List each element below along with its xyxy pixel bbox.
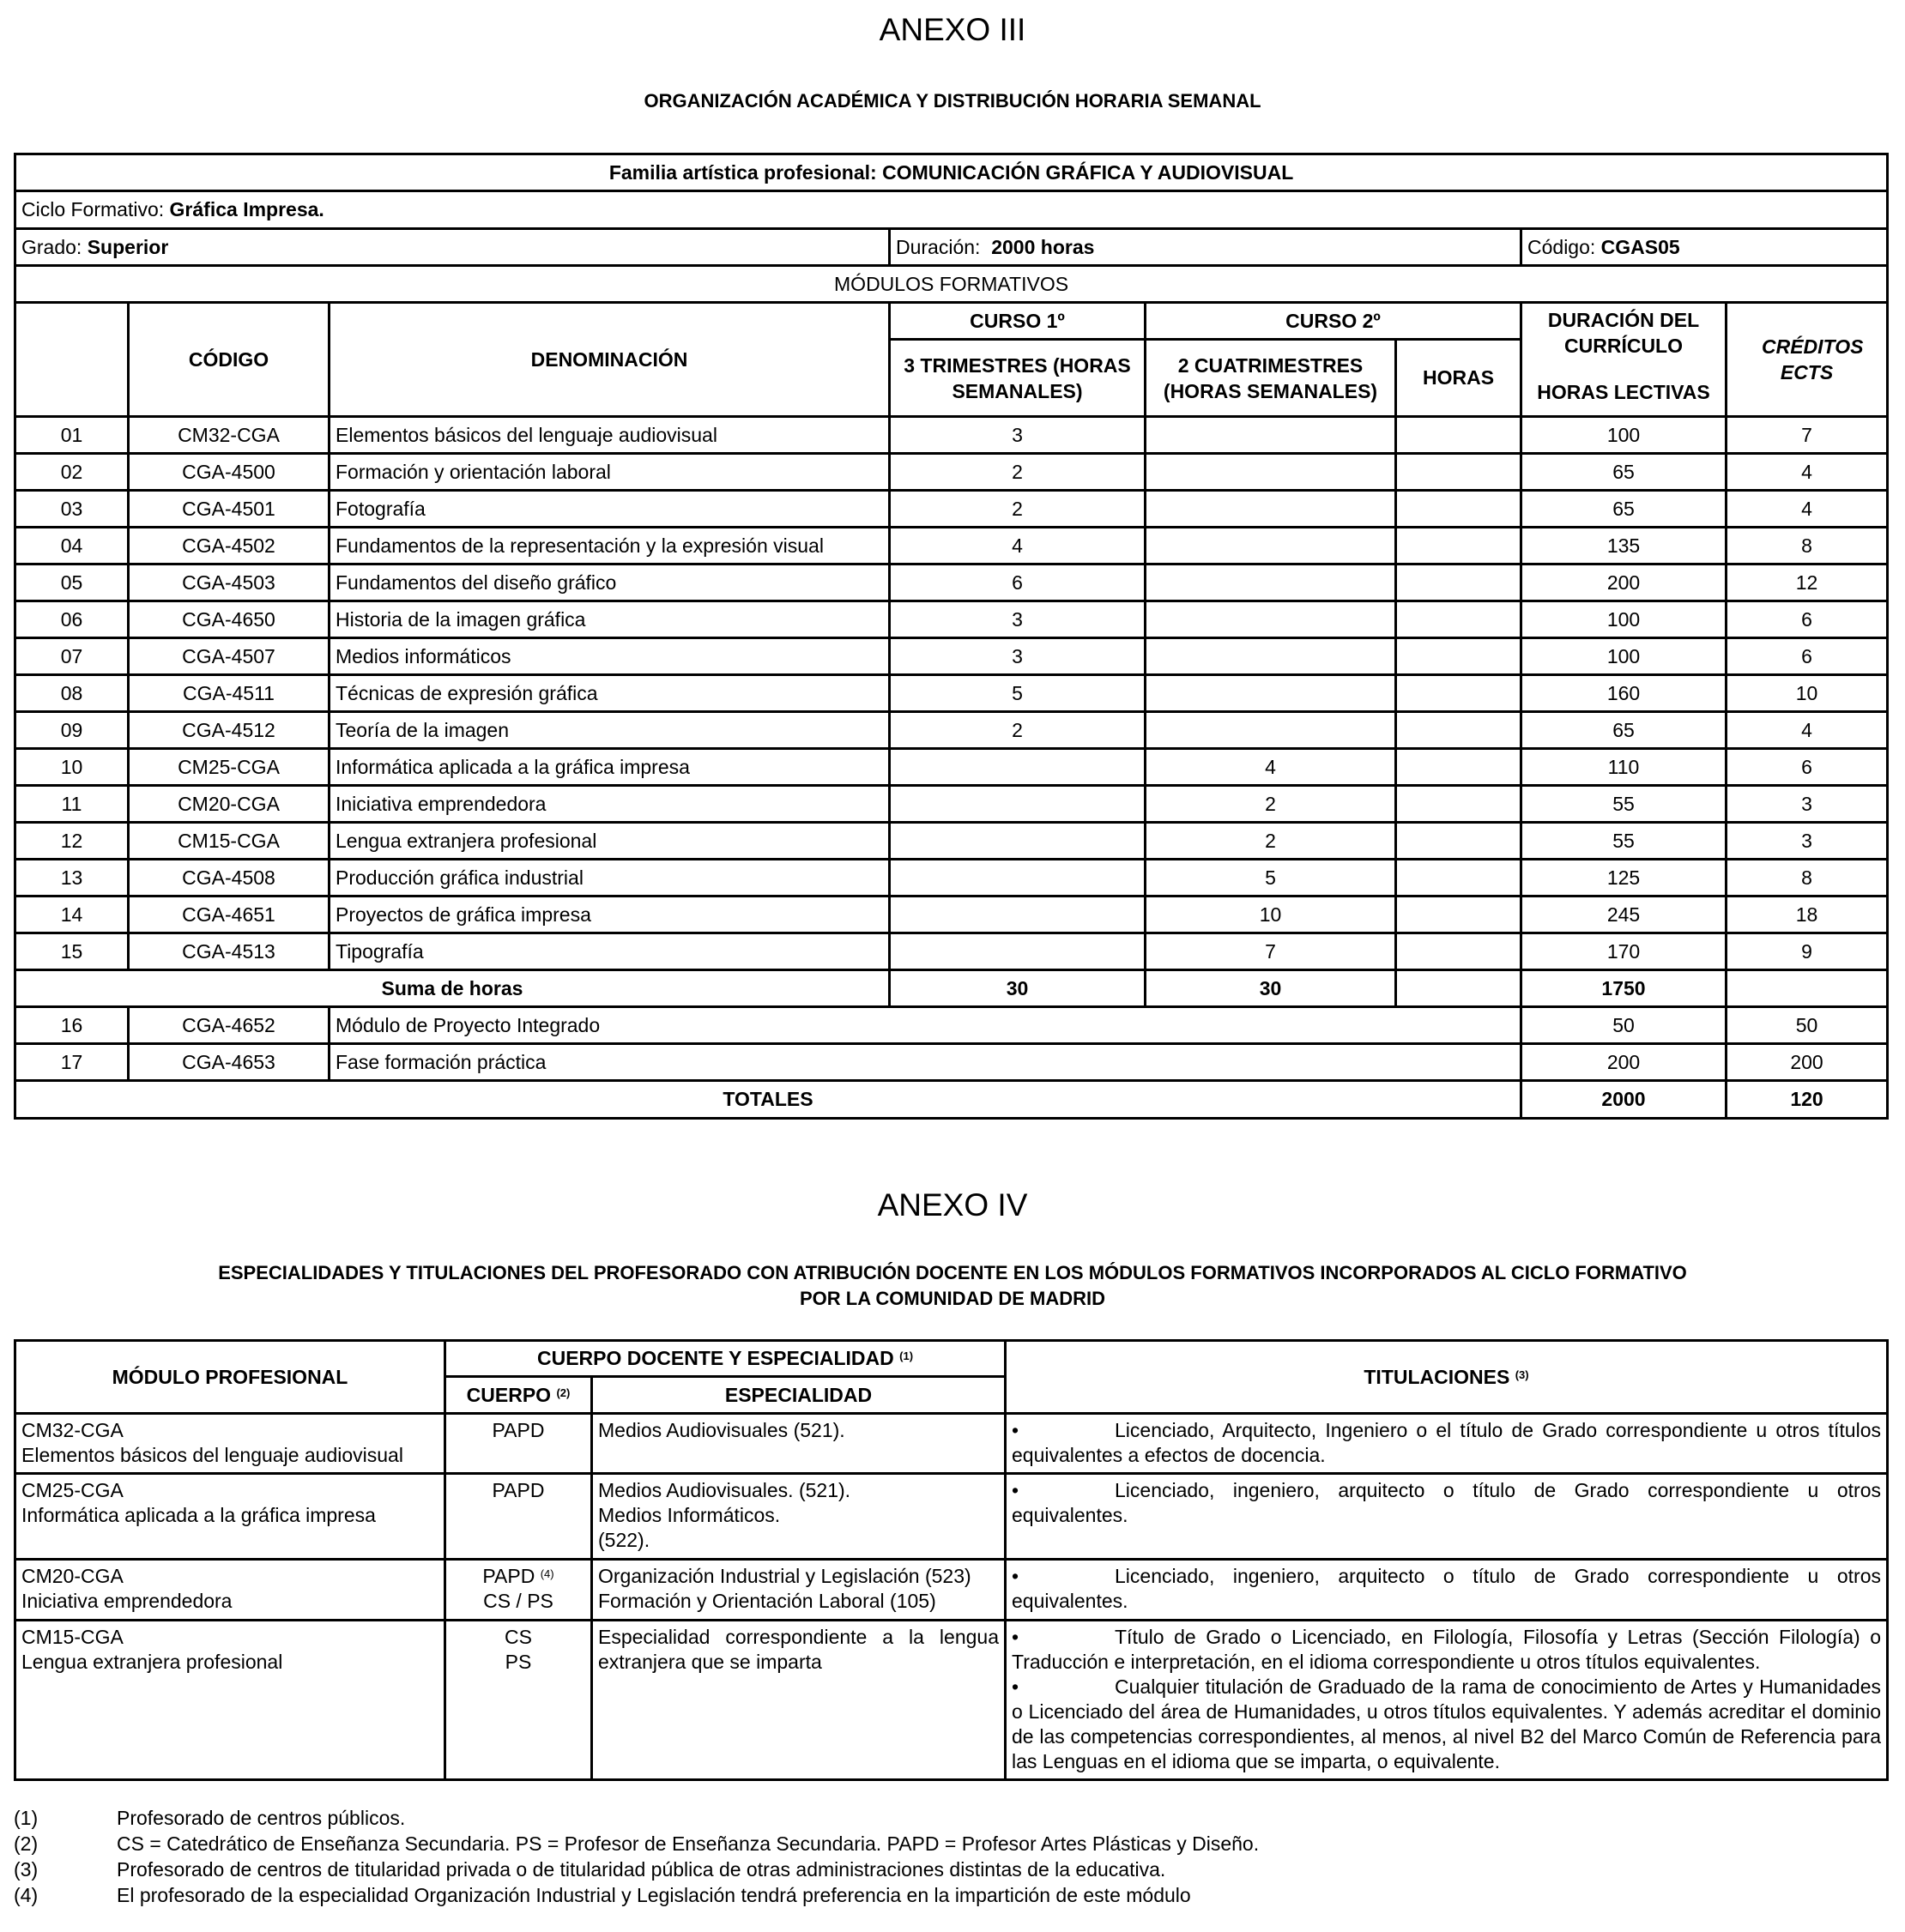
creditos-ects: 4 xyxy=(1727,491,1888,528)
duracion-horas: 65 xyxy=(1521,712,1727,749)
titulacion-text: Título de Grado o Licenciado, en Filología, Filosofía y Letras (Sección Filología) o Traducción e interpretación, en el idioma correspondiente u otros títulos equivalentes. xyxy=(1012,1626,1881,1673)
module-code: CM15-CGA xyxy=(21,1626,124,1648)
anexo-iv-subtitle-line1: ESPECIALIDADES Y TITULACIONES DEL PROFESORADO CON ATRIBUCIÓN DOCENTE EN LOS MÓDULOS FORMATIVOS INCORPORADOS AL CICLO FORMATIVO xyxy=(218,1262,1687,1283)
curso2-hours xyxy=(1146,491,1396,528)
header-curso2: CURSO 2º xyxy=(1146,303,1521,340)
header-cuerpo-docente-label: CUERPO DOCENTE Y ESPECIALIDAD xyxy=(536,1347,894,1369)
horas xyxy=(1396,786,1521,823)
table-row xyxy=(15,454,1888,491)
header-cuatrimestres: 2 CUATRIMESTRES (HORAS SEMANALES) xyxy=(1146,340,1396,417)
row-number: 07 xyxy=(15,638,129,675)
table-row xyxy=(15,417,1888,454)
codigo-value: CGAS05 xyxy=(1600,235,1680,258)
horas xyxy=(1396,601,1521,638)
duracion-horas: 170 xyxy=(1521,933,1727,970)
titulacion-text: Cualquier titulación de Graduado de la rama de conocimiento de Artes y Humanidades o Licenciado del área de Humanidades, u otros títulos equivalentes. Y además acreditar el dominio de las competencias correspondientes, al menos, al nivel B2 del Marco Común de Referencia para las Lenguas en el idioma que se imparta, o equivalente. xyxy=(1012,1675,1881,1772)
curso2-hours: 5 xyxy=(1146,860,1396,897)
suma-duracion: 1750 xyxy=(1521,970,1727,1007)
creditos-ects: 10 xyxy=(1727,675,1888,712)
module-name: Fundamentos de la representación y la expresión visual xyxy=(330,528,890,565)
table-row xyxy=(15,1560,1888,1621)
horas xyxy=(1396,860,1521,897)
footnote-ref: (4) xyxy=(540,1567,554,1580)
horas xyxy=(1396,417,1521,454)
totales-ects: 120 xyxy=(1727,1081,1888,1119)
module-code: CM32-CGA xyxy=(129,417,330,454)
table-row xyxy=(15,565,1888,601)
module-code: CM25-CGA xyxy=(129,749,330,786)
curso1-hours xyxy=(890,897,1146,933)
suma-ects xyxy=(1727,970,1888,1007)
creditos-ects: 6 xyxy=(1727,749,1888,786)
footnote-number: (4) xyxy=(14,1884,39,1906)
footnote xyxy=(14,1831,1259,1857)
module-code: CGA-4511 xyxy=(129,675,330,712)
row-number: 14 xyxy=(15,897,129,933)
ciclo-value: Gráfica Impresa. xyxy=(169,198,324,220)
horas xyxy=(1396,491,1521,528)
suma-label: Suma de horas xyxy=(15,970,890,1007)
duracion-horas: 135 xyxy=(1521,528,1727,565)
curso2-hours: 7 xyxy=(1146,933,1396,970)
creditos-ects: 4 xyxy=(1727,454,1888,491)
cuerpo xyxy=(445,1621,592,1780)
curso1-hours: 3 xyxy=(890,417,1146,454)
module-name: Fundamentos del diseño gráfico xyxy=(330,565,890,601)
footnote xyxy=(14,1857,1165,1882)
ciclo-label: Ciclo Formativo: xyxy=(21,198,170,220)
creditos-ects: 6 xyxy=(1727,601,1888,638)
cuerpo xyxy=(445,1474,592,1560)
bullet-icon: • xyxy=(1012,1675,1019,1698)
module-code: CGA-4503 xyxy=(129,565,330,601)
header-modulo-profesional: MÓDULO PROFESIONAL xyxy=(15,1341,445,1414)
modulo-profesional xyxy=(15,1621,445,1780)
row-number: 09 xyxy=(15,712,129,749)
curso1-hours: 2 xyxy=(890,712,1146,749)
cuerpo-item xyxy=(451,1650,585,1675)
module-code: CGA-4512 xyxy=(129,712,330,749)
titulacion-text: Licenciado, ingeniero, arquitecto o título de Grado correspondiente u otros equivalentes. xyxy=(1012,1565,1881,1612)
horas xyxy=(1396,454,1521,491)
especialidad-item: Medios Audiovisuales. (521). xyxy=(598,1479,851,1501)
horas xyxy=(1396,897,1521,933)
familia-row xyxy=(15,154,1888,191)
horas xyxy=(1396,823,1521,860)
titulacion-item xyxy=(1012,1564,1881,1614)
table-row xyxy=(15,1621,1888,1780)
footnote-number: (1) xyxy=(14,1807,39,1829)
creditos-ects: 8 xyxy=(1727,860,1888,897)
header-denominacion: DENOMINACIÓN xyxy=(330,303,890,417)
header-curso1: CURSO 1º xyxy=(890,303,1146,340)
titulacion-item xyxy=(1012,1625,1881,1675)
header-horas: HORAS xyxy=(1396,340,1521,417)
familia-value: COMUNICACIÓN GRÁFICA Y AUDIOVISUAL xyxy=(882,160,1294,184)
table-row xyxy=(15,1414,1888,1474)
duracion-horas: 100 xyxy=(1521,601,1727,638)
header-row-1 xyxy=(15,303,1888,340)
row-number: 03 xyxy=(15,491,129,528)
horas xyxy=(1396,565,1521,601)
curso2-hours: 2 xyxy=(1146,786,1396,823)
curso2-hours xyxy=(1146,417,1396,454)
footnote-text: Profesorado de centros públicos. xyxy=(117,1807,406,1829)
especialidades-table xyxy=(14,1339,1889,1781)
modulos-body xyxy=(15,417,1888,1119)
module-name: Iniciativa emprendedora xyxy=(330,786,890,823)
row-number: 04 xyxy=(15,528,129,565)
cuerpo-value: PS xyxy=(505,1651,532,1673)
horas xyxy=(1396,528,1521,565)
modulo-profesional xyxy=(15,1474,445,1560)
modulos-formativos-row xyxy=(15,266,1888,303)
titulacion-item xyxy=(1012,1418,1881,1468)
module-name: Producción gráfica industrial xyxy=(330,860,890,897)
suma-curso1: 30 xyxy=(890,970,1146,1007)
header-duracion xyxy=(1521,303,1727,417)
row-number: 16 xyxy=(15,1007,129,1044)
module-name: Fotografía xyxy=(330,491,890,528)
module-name: Historia de la imagen gráfica xyxy=(330,601,890,638)
ciclo-row xyxy=(15,191,1888,229)
cuerpo-value: PAPD xyxy=(492,1419,545,1441)
module-name: Informática aplicada a la gráfica impresa xyxy=(21,1504,376,1526)
curso1-hours: 2 xyxy=(890,454,1146,491)
especialidad xyxy=(592,1560,1006,1621)
module-code: CGA-4650 xyxy=(129,601,330,638)
totales-duracion: 2000 xyxy=(1521,1081,1727,1119)
header-num xyxy=(15,303,129,417)
curso1-hours xyxy=(890,860,1146,897)
module-code: CM32-CGA xyxy=(21,1419,124,1441)
duracion-horas: 100 xyxy=(1521,638,1727,675)
row-number: 13 xyxy=(15,860,129,897)
curso1-hours: 4 xyxy=(890,528,1146,565)
curso2-hours xyxy=(1146,638,1396,675)
cuerpo xyxy=(445,1414,592,1474)
curso1-hours xyxy=(890,749,1146,786)
table-row xyxy=(15,712,1888,749)
table-row xyxy=(15,601,1888,638)
cuerpo-item xyxy=(451,1418,585,1443)
duracion-horas: 55 xyxy=(1521,823,1727,860)
titulacion-item xyxy=(1012,1478,1881,1528)
titulacion-text: Licenciado, Arquitecto, Ingeniero o el título de Grado correspondiente u otros títulos equivalentes a efectos de docencia. xyxy=(1012,1419,1881,1466)
curso1-hours: 3 xyxy=(890,638,1146,675)
header-titulaciones xyxy=(1006,1341,1888,1414)
module-name: Elementos básicos del lenguaje audiovisual xyxy=(21,1444,403,1466)
module-code: CM25-CGA xyxy=(21,1479,124,1501)
footnote xyxy=(14,1805,405,1831)
duracion-horas: 55 xyxy=(1521,786,1727,823)
especialidades-body xyxy=(15,1414,1888,1780)
header-creditos: CRÉDITOS ECTS xyxy=(1727,303,1888,417)
module-name: Lengua extranjera profesional xyxy=(330,823,890,860)
horas: 200 xyxy=(1521,1044,1727,1081)
titulaciones xyxy=(1006,1621,1888,1780)
row-number: 11 xyxy=(15,786,129,823)
module-code: CM20-CGA xyxy=(129,786,330,823)
anexo-iv-subtitle-line2: POR LA COMUNIDAD DE MADRID xyxy=(799,1288,1106,1309)
duracion-horas: 200 xyxy=(1521,565,1727,601)
cuerpo-value: PAPD xyxy=(482,1565,535,1587)
curso2-hours: 2 xyxy=(1146,823,1396,860)
especialidad-item: Especialidad correspondiente a la lengua extranjera que se imparta xyxy=(598,1626,999,1673)
titulacion-text: Licenciado, ingeniero, arquitecto o título de Grado correspondiente u otros equivalentes. xyxy=(1012,1479,1881,1526)
familia-label: Familia artística profesional: xyxy=(608,160,883,184)
duracion-value: 2000 horas xyxy=(991,235,1095,258)
titulaciones xyxy=(1006,1474,1888,1560)
horas xyxy=(1396,749,1521,786)
creditos-ects: 3 xyxy=(1727,786,1888,823)
footnote-text: CS = Catedrático de Enseñanza Secundaria. PS = Profesor de Enseñanza Secundaria. PAPD = Profesor Artes Plásticas y Diseño. xyxy=(117,1832,1260,1855)
row-number: 02 xyxy=(15,454,129,491)
curso2-hours xyxy=(1146,454,1396,491)
module-name: Informática aplicada a la gráfica impresa xyxy=(330,749,890,786)
anexo-iii-subtitle: ORGANIZACIÓN ACADÉMICA Y DISTRIBUCIÓN HORARIA SEMANAL xyxy=(644,90,1261,112)
footnote-ref: (3) xyxy=(1515,1367,1529,1381)
creditos-ects: 4 xyxy=(1727,712,1888,749)
bullet-icon: • xyxy=(1012,1479,1019,1501)
row-number: 10 xyxy=(15,749,129,786)
cuerpo xyxy=(445,1560,592,1621)
table-row xyxy=(15,786,1888,823)
suma-horas xyxy=(1396,970,1521,1007)
footnote xyxy=(14,1882,1191,1908)
module-code: CM20-CGA xyxy=(21,1565,124,1587)
totales-row xyxy=(15,1081,1888,1119)
row-number: 17 xyxy=(15,1044,129,1081)
curso2-hours xyxy=(1146,601,1396,638)
module-code: CGA-4651 xyxy=(129,897,330,933)
table-row xyxy=(15,1044,1888,1081)
header-codigo: CÓDIGO xyxy=(129,303,330,417)
curso2-hours xyxy=(1146,528,1396,565)
grado-value: Superior xyxy=(87,235,169,258)
creditos-ects: 7 xyxy=(1727,417,1888,454)
table-row xyxy=(15,860,1888,897)
footnote-ref: (1) xyxy=(899,1349,914,1362)
module-name: Lengua extranjera profesional xyxy=(21,1651,283,1673)
header-trimestres: 3 TRIMESTRES (HORAS SEMANALES) xyxy=(890,340,1146,417)
horas xyxy=(1396,712,1521,749)
table-row xyxy=(15,897,1888,933)
duracion-horas: 50 xyxy=(1727,1007,1888,1044)
creditos-ects: 3 xyxy=(1727,823,1888,860)
module-name: Tipografía xyxy=(330,933,890,970)
header-cuerpo-docente xyxy=(445,1341,1006,1377)
module-name: Teoría de la imagen xyxy=(330,712,890,749)
footnote-text: El profesorado de la especialidad Organización Industrial y Legislación tendrá preferencia en la impartición de este módulo xyxy=(117,1884,1191,1906)
creditos-ects: 18 xyxy=(1727,897,1888,933)
row-number: 05 xyxy=(15,565,129,601)
table-row xyxy=(15,749,1888,786)
module-name: Iniciativa emprendedora xyxy=(21,1590,233,1612)
horas xyxy=(1396,675,1521,712)
curso2-hours xyxy=(1146,565,1396,601)
header-duracion-top: DURACIÓN DEL CURRÍCULO xyxy=(1547,309,1700,357)
duracion-horas: 100 xyxy=(1521,417,1727,454)
table-row xyxy=(15,491,1888,528)
suma-row xyxy=(15,970,1888,1007)
especialidad-item: Medios Informáticos. xyxy=(598,1504,781,1526)
header-cuerpo xyxy=(445,1377,592,1414)
header-duracion-bottom: HORAS LECTIVAS xyxy=(1537,381,1710,403)
footnote-number: (3) xyxy=(14,1858,39,1881)
module-code: CGA-4653 xyxy=(129,1044,330,1081)
curso2-hours: 10 xyxy=(1146,897,1396,933)
bullet-icon: • xyxy=(1012,1626,1019,1648)
creditos-ects: 8 xyxy=(1727,528,1888,565)
curso2-hours: 4 xyxy=(1146,749,1396,786)
row-number: 06 xyxy=(15,601,129,638)
module-code: CGA-4507 xyxy=(129,638,330,675)
curso1-hours: 6 xyxy=(890,565,1146,601)
row-number: 01 xyxy=(15,417,129,454)
cuerpo-item xyxy=(451,1478,585,1503)
table-row xyxy=(15,1474,1888,1560)
table-row xyxy=(15,675,1888,712)
especialidad-item: Formación y Orientación Laboral (105) xyxy=(598,1590,936,1612)
row-number: 08 xyxy=(15,675,129,712)
curso1-hours: 3 xyxy=(890,601,1146,638)
anexo-iii-title: ANEXO III xyxy=(879,12,1026,47)
module-code: CM15-CGA xyxy=(129,823,330,860)
module-code: CGA-4513 xyxy=(129,933,330,970)
titulacion-item xyxy=(1012,1675,1881,1774)
footnote-text: Profesorado de centros de titularidad privada o de titularidad pública de otras administraciones distintas de la educativa. xyxy=(117,1858,1166,1881)
duracion-horas: 200 xyxy=(1727,1044,1888,1081)
curso1-hours xyxy=(890,786,1146,823)
modulos-formativos-label: MÓDULOS FORMATIVOS xyxy=(15,266,1888,303)
footnote-ref: (2) xyxy=(556,1386,571,1399)
t4-header-row-1 xyxy=(15,1341,1888,1377)
horas xyxy=(1396,638,1521,675)
header-cuerpo-label: CUERPO xyxy=(466,1383,552,1406)
module-code: CGA-4502 xyxy=(129,528,330,565)
module-code: CGA-4500 xyxy=(129,454,330,491)
cuerpo-item xyxy=(451,1564,585,1589)
especialidad-item: Medios Audiovisuales (521). xyxy=(598,1419,845,1441)
cuerpo-item xyxy=(451,1625,585,1650)
duracion-horas: 65 xyxy=(1521,454,1727,491)
module-code: CGA-4501 xyxy=(129,491,330,528)
duracion-horas: 110 xyxy=(1521,749,1727,786)
curso1-hours xyxy=(890,933,1146,970)
module-name: Técnicas de expresión gráfica xyxy=(330,675,890,712)
curso1-hours: 5 xyxy=(890,675,1146,712)
titulaciones xyxy=(1006,1414,1888,1474)
suma-curso2: 30 xyxy=(1146,970,1396,1007)
duracion-horas: 160 xyxy=(1521,675,1727,712)
duracion-horas: 65 xyxy=(1521,491,1727,528)
bullet-icon: • xyxy=(1012,1419,1019,1441)
curso1-hours: 2 xyxy=(890,491,1146,528)
curso2-hours xyxy=(1146,712,1396,749)
table-row xyxy=(15,638,1888,675)
grado-row xyxy=(15,229,1888,266)
header-especialidad: ESPECIALIDAD xyxy=(592,1377,1006,1414)
table-row xyxy=(15,823,1888,860)
curso2-hours xyxy=(1146,675,1396,712)
header-titulaciones-label: TITULACIONES xyxy=(1364,1365,1510,1388)
duracion-label: Duración: xyxy=(896,235,992,258)
titulaciones xyxy=(1006,1560,1888,1621)
module-name: Fase formación práctica xyxy=(330,1044,1521,1081)
especialidad xyxy=(592,1474,1006,1560)
totales-label: TOTALES xyxy=(15,1081,1521,1119)
creditos-ects: 12 xyxy=(1727,565,1888,601)
especialidad-item: (522). xyxy=(598,1529,650,1551)
modulo-profesional xyxy=(15,1560,445,1621)
creditos-ects: 6 xyxy=(1727,638,1888,675)
especialidad xyxy=(592,1621,1006,1780)
table-row xyxy=(15,528,1888,565)
table-row xyxy=(15,933,1888,970)
cuerpo-value: CS xyxy=(505,1626,532,1648)
anexo-iv-title: ANEXO IV xyxy=(877,1187,1028,1223)
cuerpo-value: CS / PS xyxy=(483,1590,553,1612)
module-code: CGA-4508 xyxy=(129,860,330,897)
footnote-number: (2) xyxy=(14,1832,39,1855)
module-name: Proyectos de gráfica impresa xyxy=(330,897,890,933)
especialidad-item: Organización Industrial y Legislación (523) xyxy=(598,1565,971,1587)
row-number: 12 xyxy=(15,823,129,860)
duracion-horas: 125 xyxy=(1521,860,1727,897)
module-name: Formación y orientación laboral xyxy=(330,454,890,491)
codigo-label: Código: xyxy=(1527,235,1601,258)
module-name: Medios informáticos xyxy=(330,638,890,675)
module-code: CGA-4652 xyxy=(129,1007,330,1044)
bullet-icon: • xyxy=(1012,1565,1019,1587)
duracion-horas: 245 xyxy=(1521,897,1727,933)
table-row xyxy=(15,1007,1888,1044)
especialidad xyxy=(592,1414,1006,1474)
grado-label: Grado: xyxy=(21,235,88,258)
horas xyxy=(1396,933,1521,970)
module-name: Elementos básicos del lenguaje audiovisual xyxy=(330,417,890,454)
modulo-profesional xyxy=(15,1414,445,1474)
module-name: Módulo de Proyecto Integrado xyxy=(330,1007,1521,1044)
curso1-hours xyxy=(890,823,1146,860)
creditos-ects: 9 xyxy=(1727,933,1888,970)
cuerpo-value: PAPD xyxy=(492,1479,545,1501)
modulos-table xyxy=(14,153,1889,1120)
row-number: 15 xyxy=(15,933,129,970)
cuerpo-item xyxy=(451,1589,585,1614)
horas: 50 xyxy=(1521,1007,1727,1044)
